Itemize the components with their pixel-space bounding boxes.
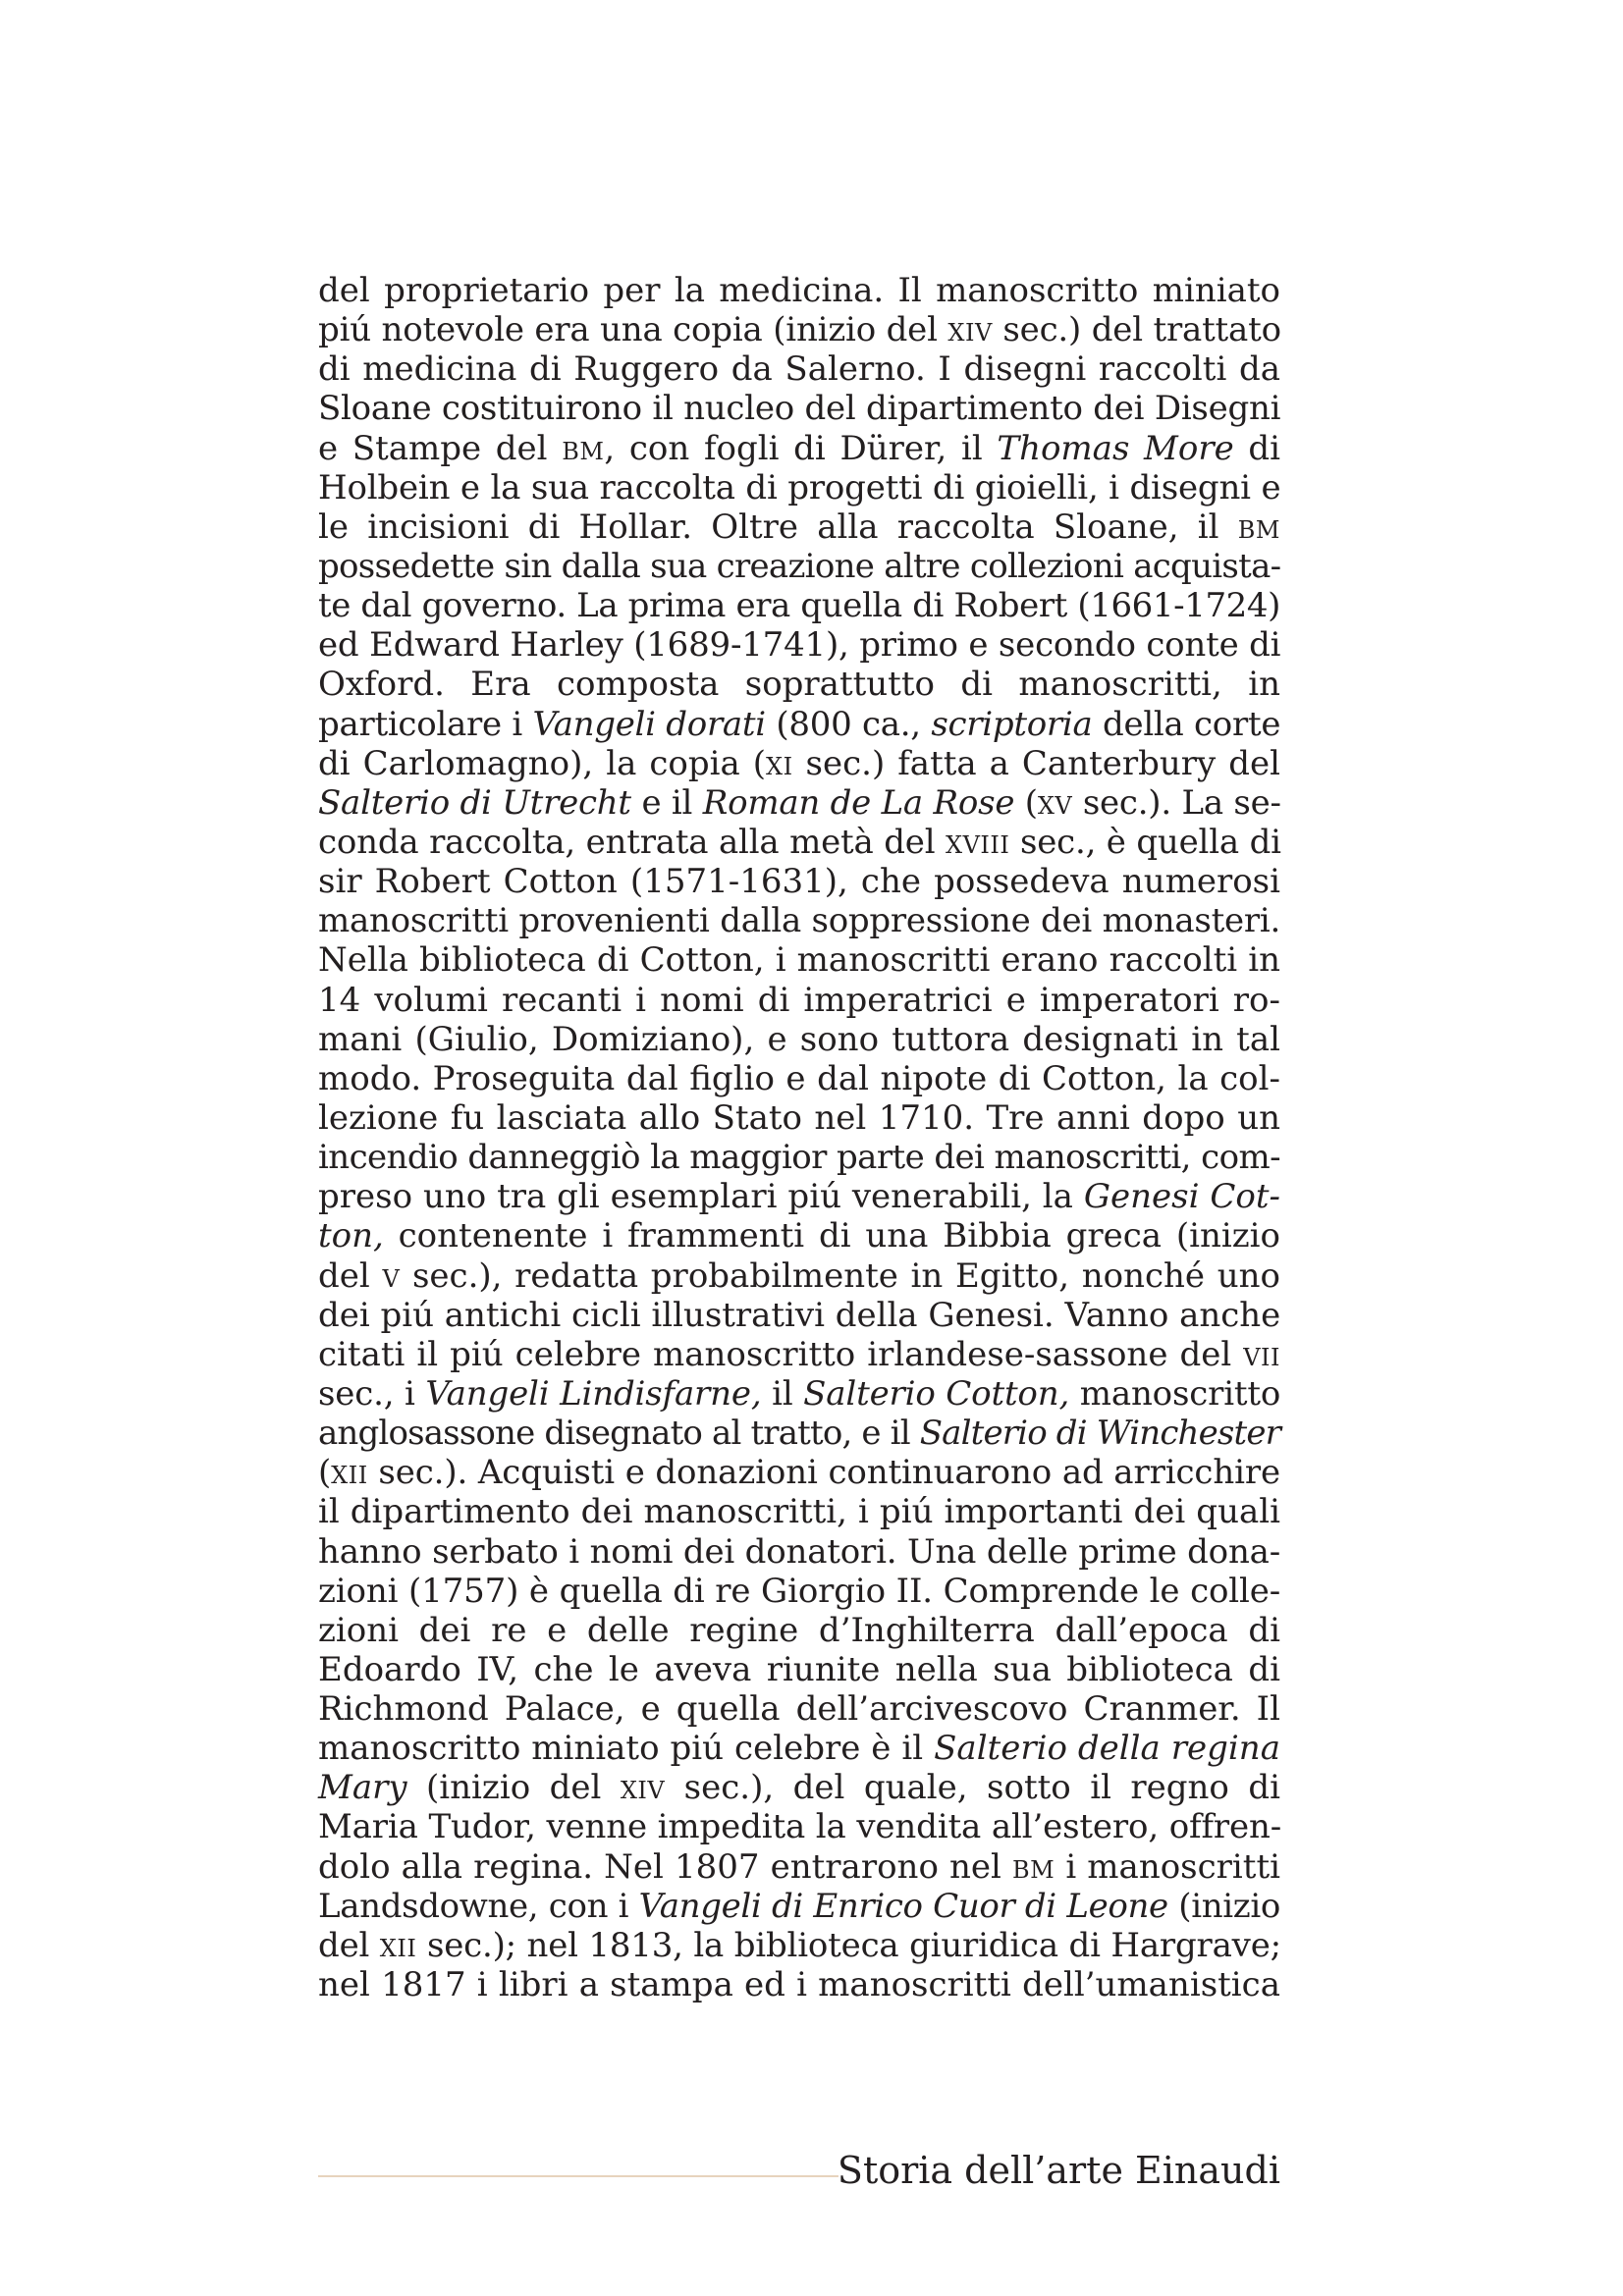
page-footer (318, 2146, 1280, 2195)
text-run: Oxford. Era composta soprattutto di manoscritti, in (318, 665, 1280, 705)
text-line (318, 1887, 1280, 1926)
text-run: anglosassone disegnato al tratto, e il (318, 1414, 920, 1454)
text-run: sec.) del trattato (992, 310, 1281, 350)
text-line (318, 1650, 1280, 1689)
text-line (318, 1492, 1280, 1531)
text-line (318, 901, 1280, 940)
text-line (318, 940, 1280, 980)
text-line (318, 1414, 1280, 1453)
text-run: 14 volumi recanti i nomi di imperatrici e imperatori ro- (318, 980, 1280, 1020)
text-line (318, 1689, 1280, 1729)
text-line (318, 1256, 1280, 1296)
text-line (318, 1374, 1280, 1414)
text-line (318, 1965, 1280, 2004)
small-caps-text: bm (1237, 507, 1280, 547)
text-run: , con fogli di Dürer, il (604, 428, 998, 468)
text-line (318, 349, 1280, 389)
text-line (318, 1020, 1280, 1059)
text-run: mani (Giulio, Domiziano), e sono tuttora designati in tal (318, 1019, 1280, 1059)
text-run: il dipartimento dei manoscritti, i piú importanti dei quali (318, 1492, 1280, 1532)
text-line (318, 1926, 1280, 1965)
text-run: Landsdowne, con i (318, 1886, 639, 1926)
text-run: le incisioni di Hollar. Oltre alla raccolta Sloane, il (318, 507, 1238, 547)
text-line (318, 1177, 1280, 1216)
italic-text: Salterio della regina (934, 1729, 1280, 1769)
text-run: i manoscritti (1055, 1846, 1281, 1887)
text-run: manoscritto (1069, 1373, 1281, 1414)
italic-text: Mary (318, 1768, 407, 1808)
text-line (318, 1807, 1280, 1846)
text-run: e il (630, 782, 703, 823)
text-line (318, 1216, 1280, 1255)
text-run: sir Robert Cotton (1571-1631), che possedeva numerosi (318, 862, 1280, 902)
body-text (318, 271, 1280, 2004)
text-run: della corte (1092, 704, 1281, 744)
text-line (318, 665, 1280, 704)
small-caps-text: xiv (947, 310, 993, 350)
text-run: particolare i (318, 704, 533, 744)
text-run: contenente i frammenti di una Bibbia greca (inizio (383, 1216, 1280, 1256)
text-run: zioni (1757) è quella di re Giorgio II. Comprende le colle- (318, 1571, 1281, 1611)
text-run: Maria Tudor, venne impedita la vendita all’estero, offren- (318, 1807, 1282, 1847)
text-run: il (761, 1373, 804, 1414)
text-run: preso uno tra gli esemplari piú venerabili, la (318, 1177, 1084, 1217)
text-run: nel 1817 i libri a stampa ed i manoscritti dell’umanistica (318, 1965, 1280, 2005)
text-run: ed Edward Harley (1689-1741), primo e secondo conte di (318, 625, 1281, 666)
text-run: manoscritto miniato piú celebre è il (318, 1729, 935, 1769)
footer-title: Storia dell’arte Einaudi (837, 2149, 1280, 2192)
text-run: piú notevole era una copia (inizio del (318, 310, 948, 350)
text-line (318, 586, 1280, 625)
small-caps-text: xviii (945, 822, 1010, 862)
text-run: Richmond Palace, e quella dell’arcivescovo Cranmer. Il (318, 1689, 1280, 1730)
text-line (318, 1296, 1280, 1335)
text-line (318, 823, 1280, 862)
italic-text: Salterio Cotton, (803, 1373, 1070, 1414)
small-caps-text: vii (1243, 1334, 1280, 1374)
italic-text: Roman de La Rose (702, 782, 1015, 823)
text-line (318, 1453, 1280, 1492)
italic-text: Salterio di Winchester (919, 1414, 1281, 1454)
text-run: possedette sin dalla sua creazione altre collezioni acquista- (318, 546, 1281, 586)
text-run: manoscritti provenienti dalla soppressione dei monasteri. (318, 901, 1280, 941)
text-run: citati il piú celebre manoscritto irlandese-sassone del (318, 1334, 1244, 1374)
text-run: del (318, 1255, 383, 1296)
text-line (318, 783, 1280, 823)
small-caps-text: bm (1012, 1846, 1055, 1887)
footer-rule (318, 2175, 839, 2177)
text-line (318, 507, 1280, 547)
text-line (318, 625, 1280, 665)
text-run: sec.), del quale, sotto il regno di (665, 1768, 1280, 1808)
italic-text: Vangeli Lindisfarne, (425, 1373, 762, 1414)
text-line (318, 862, 1280, 901)
text-line (318, 1572, 1280, 1611)
text-line (318, 1059, 1280, 1098)
small-caps-text: xii (331, 1453, 368, 1493)
text-run: di medicina di Ruggero da Salerno. I disegni raccolti da (318, 349, 1280, 390)
text-line (318, 1335, 1280, 1374)
italic-text: ton, (318, 1216, 384, 1256)
text-run: del (318, 1925, 380, 1965)
text-run: lezione fu lasciata allo Stato nel 1710. Tre anni dopo un (318, 1097, 1280, 1138)
text-run: di Carlomagno), la copia ( (318, 743, 766, 783)
text-run: zioni dei re e delle regine d’Inghilterra dall’epoca di (318, 1610, 1280, 1650)
text-line (318, 429, 1280, 468)
text-run: ( (318, 1453, 332, 1493)
text-run: sec.), redatta probabilmente in Egitto, nonché uno (400, 1255, 1280, 1296)
text-run: Holbein e la sua raccolta di progetti di gioielli, i disegni e (318, 467, 1281, 507)
text-line (318, 1611, 1280, 1650)
text-line (318, 389, 1280, 428)
text-line (318, 1847, 1280, 1887)
small-caps-text: xii (379, 1925, 417, 1965)
text-run: conda raccolta, entrata alla metà del (318, 822, 946, 862)
text-line (318, 1532, 1280, 1572)
text-line (318, 468, 1280, 507)
text-line (318, 981, 1280, 1020)
text-line (318, 1138, 1280, 1177)
italic-text: scriptoria (931, 704, 1093, 744)
italic-text: Thomas More (997, 428, 1234, 468)
text-line (318, 547, 1280, 586)
text-run: sec.). Acquisti e donazioni continuarono ad arricchire (367, 1453, 1280, 1493)
small-caps-text: v (382, 1255, 401, 1296)
text-line (318, 271, 1280, 310)
text-run: sec., è quella di (1009, 822, 1281, 862)
text-run: (inizio del (406, 1768, 621, 1808)
text-run: Edoardo IV, che le aveva riunite nella sua biblioteca di (318, 1649, 1280, 1689)
text-run: dei piú antichi cicli illustrativi della Genesi. Vanno anche (318, 1295, 1281, 1335)
text-run: del proprietario per la medicina. Il manoscritto miniato (318, 271, 1280, 310)
small-caps-text: xv (1037, 782, 1073, 823)
text-line (318, 705, 1280, 744)
text-run: sec.). La se- (1072, 782, 1281, 823)
text-run: (800 ca., (765, 704, 932, 744)
text-line (318, 1729, 1280, 1768)
text-line (318, 1768, 1280, 1807)
text-line (318, 744, 1280, 783)
text-run: e Stampe del (318, 428, 563, 468)
small-caps-text: xiv (620, 1768, 666, 1808)
text-line (318, 310, 1280, 349)
italic-text: Vangeli di Enrico Cuor di Leone (638, 1886, 1168, 1926)
small-caps-text: bm (562, 428, 605, 468)
text-run: dolo alla regina. Nel 1807 entrarono nel (318, 1846, 1013, 1887)
text-run: Sloane costituirono il nucleo del dipartimento dei Disegni (318, 389, 1281, 429)
text-run: (inizio (1167, 1886, 1280, 1926)
text-run: ( (1014, 782, 1038, 823)
text-run: modo. Proseguita dal figlio e dal nipote di Cotton, la col- (318, 1058, 1280, 1098)
small-caps-text: xi (766, 743, 793, 783)
italic-text: Genesi Cot- (1083, 1177, 1280, 1217)
italic-text: Salterio di Utrecht (318, 782, 631, 823)
italic-text: Vangeli dorati (532, 704, 766, 744)
text-run: sec.) fatta a Canterbury del (792, 743, 1281, 783)
text-line (318, 1098, 1280, 1138)
text-run: di (1233, 428, 1281, 468)
text-run: incendio danneggiò la maggior parte dei manoscritti, com- (318, 1138, 1280, 1178)
text-run: sec., i (318, 1373, 426, 1414)
text-run: hanno serbato i nomi dei donatori. Una delle prime dona- (318, 1531, 1281, 1572)
text-run: Nella biblioteca di Cotton, i manoscritti erano raccolti in (318, 940, 1280, 981)
text-run: te dal governo. La prima era quella di Robert (1661-1724) (318, 586, 1280, 626)
text-run: sec.); nel 1813, la biblioteca giuridica di Hargrave; (416, 1925, 1281, 1965)
